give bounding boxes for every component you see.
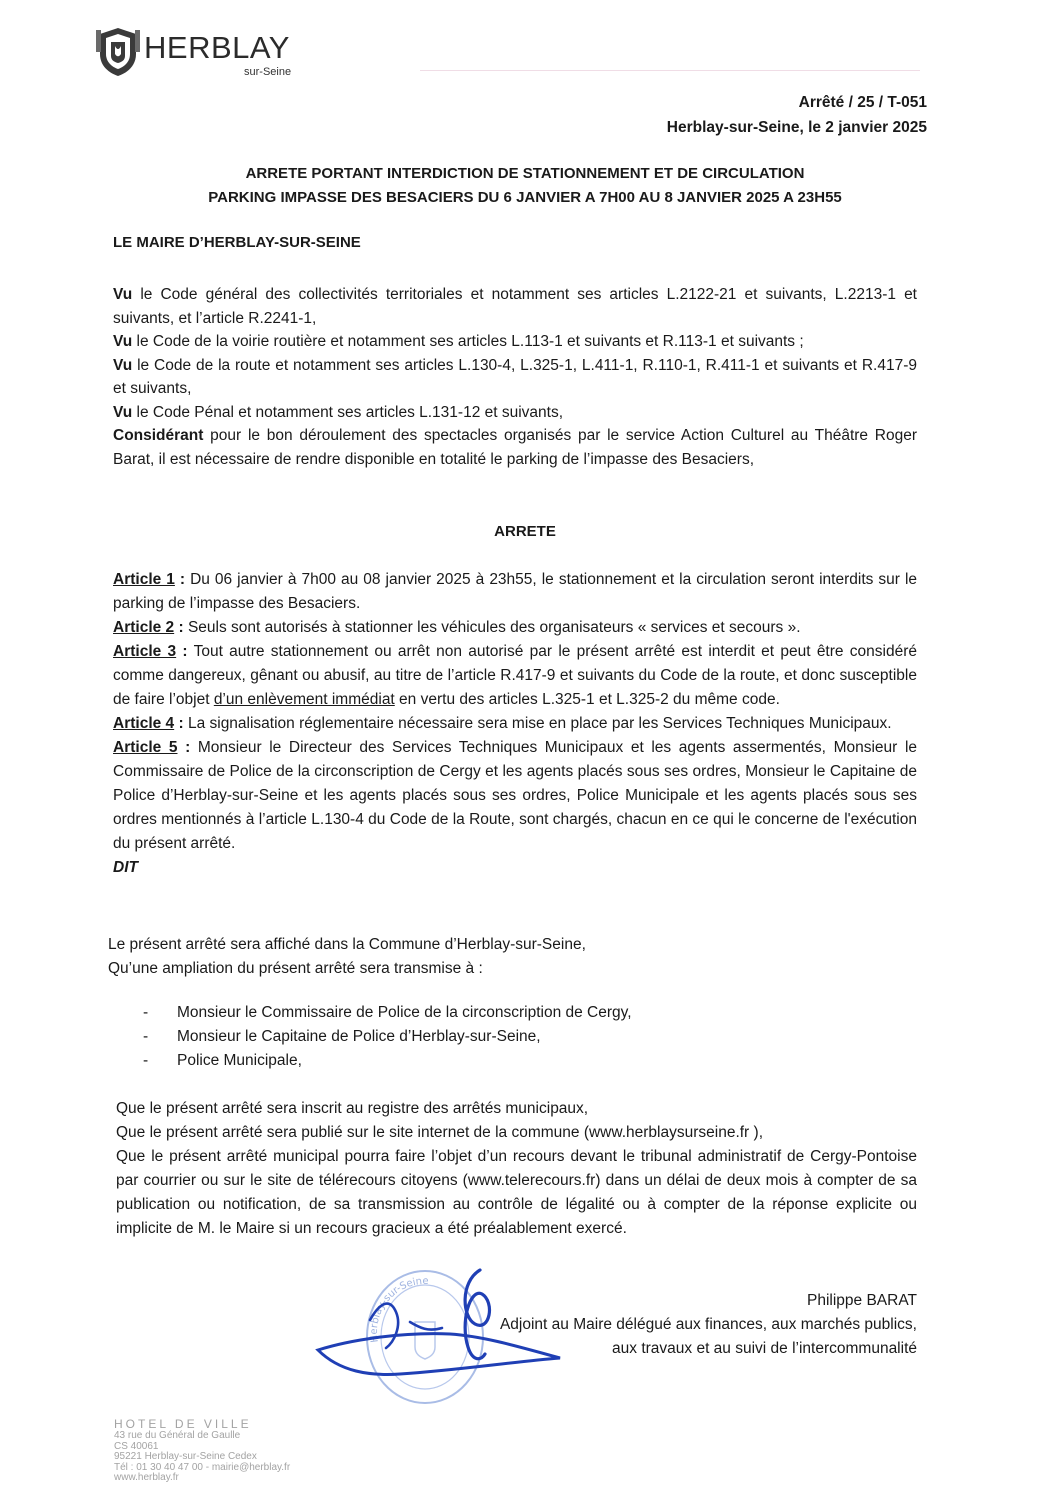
list-item: - Monsieur le Capitaine de Police d’Herblay-sur-Seine, — [143, 1025, 632, 1049]
city-logo — [96, 24, 356, 84]
decree-reference: Arrêté / 25 / T-051 — [798, 94, 927, 111]
logo-subtitle: sur-Seine — [244, 66, 292, 78]
article-3: Article 3 : Tout autre stationnement ou arrêt non autorisé par le présent arrêté est interdit et peut être considéré comme dangereux, gênant ou abusif, au titre de l’article R.417-9 et suivants du Code de la route, et donc susceptible de faire l’objet d’un enlèvement immédiat en vertu des articles L.325-1 et L.325-2 du même code. — [113, 643, 918, 708]
title-line-1: ARRETE PORTANT INTERDICTION DE STATIONNEMENT ET DE CIRCULATION — [245, 165, 805, 182]
footer-title: HOTEL DE VILLE — [114, 1417, 252, 1431]
svg-text:Herblay-sur-Seine: Herblay-sur-Seine — [368, 1275, 429, 1344]
considerant: Vu le Code de la voirie routière et notamment ses articles L.113-1 et suivants et R.113-1 et suivants ; — [113, 333, 804, 350]
diffusion-line-2: Qu’une ampliation du présent arrêté sera transmise à : — [108, 960, 483, 977]
footer-address — [114, 1418, 290, 1484]
diffusion-block — [108, 933, 918, 981]
signatory-role-2: aux travaux et au suivi de l’intercommunalité — [612, 1340, 917, 1357]
final-provisions — [116, 1097, 917, 1241]
list-item: - Monsieur le Commissaire de Police de la circonscription de Cergy, — [143, 1001, 632, 1025]
article-5: Article 5 : Monsieur le Directeur des Services Techniques Municipaux et les agents assermentés, Monsieur le Commissaire de Police de la circonscription de Cergy et les agents placés sous ses ordres, Monsieur le Capitaine de Police d’Herblay-sur-Seine et les agents placés sous ses ordres, Police Municipale et les agents placés sous ses ordres mentionnés à l’article L.130-4 du Code de la Route, sont chargés, chacun en ce qui le concerne de l'exécution du présent arrêté. — [113, 739, 918, 852]
considerant: Considérant pour le bon déroulement des spectacles organisés par le service Action Culturel au Théâtre Roger Barat, il est nécessaire de rendre disponible en totalité le parking de l’impasse des Besaciers, — [113, 427, 917, 468]
issuing-authority: LE MAIRE D’HERBLAY-SUR-SEINE — [113, 234, 361, 251]
header-divider — [420, 70, 920, 71]
considerant: Vu le Code Pénal et notamment ses articles L.131-12 et suivants, — [113, 403, 564, 421]
diffusion-line-1: Le présent arrêté sera affiché dans la Commune d’Herblay-sur-Seine, — [108, 936, 586, 953]
title-line-2: PARKING IMPASSE DES BESACIERS DU 6 JANVIER A 7H00 AU 8 JANVIER 2025 A 23H55 — [208, 189, 842, 206]
logo-name: HERBLAY — [144, 30, 290, 65]
place-and-date: Herblay-sur-Seine, le 2 janvier 2025 — [666, 119, 927, 136]
signatory-name: Philippe BARAT — [807, 1292, 917, 1309]
signatory-role-1: Adjoint au Maire délégué aux finances, aux marchés publics, — [499, 1316, 917, 1333]
considerant: Vu le Code général des collectivités territoriales et notamment ses articles L.2122-21 et suivants, L.2213-1 et suivants, et l’article R.2241-1, — [113, 286, 917, 327]
underlined-phrase: d’un enlèvement immédiat — [213, 691, 395, 708]
article-2: Article 2 : Seuls sont autorisés à stationner les véhicules des organisateurs « services et secours ». — [113, 619, 801, 636]
arrete-heading: ARRETE — [494, 523, 556, 540]
footer-line: Tél : 01 30 40 47 00 - mairie@herblay.fr — [114, 1461, 291, 1473]
recipient-list — [143, 1001, 632, 1073]
coat-of-arms-icon — [96, 26, 140, 78]
articles — [113, 568, 917, 880]
footer-line: CS 40061 — [114, 1440, 159, 1452]
signatory-block — [500, 1289, 917, 1361]
dit-heading: DIT — [113, 859, 138, 876]
final-line-2: Que le présent arrêté sera publié sur le site internet de la commune (www.herblaysurseine.fr ), — [116, 1124, 763, 1141]
decree-title — [110, 162, 940, 210]
reference-block — [667, 90, 927, 140]
article-1: Article 1 : Du 06 janvier à 7h00 au 08 janvier 2025 à 23h55, le stationnement et la circulation seront interdits sur le parking de l’impasse des Besaciers. — [113, 571, 918, 612]
final-line-1: Que le présent arrêté sera inscrit au registre des arrêtés municipaux, — [116, 1100, 589, 1117]
footer-line: 43 rue du Général de Gaulle — [114, 1430, 241, 1441]
final-line-3: Que le présent arrêté municipal pourra faire l’objet d’un recours devant le tribunal administratif de Cergy-Pontoise par courrier ou sur le site de télérecours citoyens (www.telerecours.fr) dans un délai de deux mois à compter de sa publication ou notification, de sa transmission au contrôle de légalité ou à compter de la réponse explicite ou implicite de M. le Maire si un recours gracieux a été préalablement exercé. — [116, 1148, 917, 1237]
footer-line: www.herblay.fr — [114, 1472, 179, 1483]
list-item: - Police Municipale, — [143, 1049, 632, 1073]
considerant: Vu le Code de la route et notamment ses articles L.130-4, L.325-1, L.411-1, R.110-1, R.411-1 et suivants et R.417-9 et suivants, — [113, 356, 917, 397]
article-4: Article 4 : La signalisation réglementaire nécessaire sera mise en place par les Services Techniques Municipaux. — [113, 715, 892, 732]
legal-basis — [113, 283, 917, 471]
footer-line: 95221 Herblay-sur-Seine Cedex — [114, 1451, 257, 1462]
